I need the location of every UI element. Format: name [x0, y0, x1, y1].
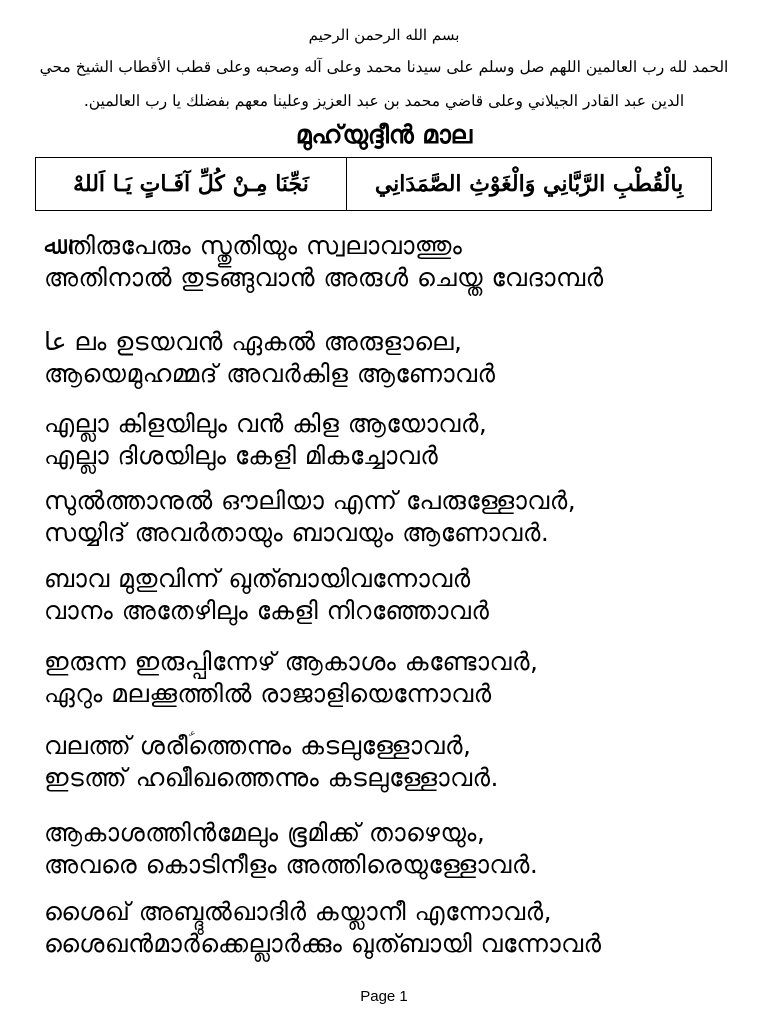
stanza: [44, 817, 744, 881]
stanza: [44, 646, 744, 710]
verse-line: ﷲ തിരുപേരും സ്തുതിയും സ്വലാവാത്തും: [44, 231, 463, 260]
verse-line: ഇടത്ത് ഹഖീഖത്തെന്നും കടലുള്ളോവർ.: [44, 763, 499, 792]
arabic-praise-line-1: الحمد لله رب العالمين اللهم صل وسلم على سيدنا محمد وعلى آله وصحبه وعلى قطب الأقطاب الشيخ محي: [39, 58, 729, 76]
verse-line: ഇരുന്ന ഇരുപ്പിന്നേഴ് ആകാശം കണ്ടോവർ,: [44, 647, 539, 676]
refrain-right-cell: بِالْقُطْبِ الرَّبَّانِي وَالْغَوْثِ الصَّمَدَانِي: [346, 158, 711, 210]
verse-line: عا ലം ഉടയവൻ ഏകൽ അരുളാലെ,: [44, 327, 463, 356]
verse-line: ശൈഖൻമാർക്കെല്ലാർക്കും ഖുത്ബായി വന്നോവർ: [44, 929, 602, 958]
verse-line: ശൈഖ് അബ്ദുൽഖാദിർ കയ്ലാനീ എന്നോവർ,: [44, 897, 553, 926]
verse-line: അവരെ കൊടിനീളം അത്തിരെയുള്ളോവർ.: [44, 850, 539, 879]
verse-line: എല്ലാ കിളയിലും വൻ കിള ആയോവർ,: [44, 409, 488, 438]
stanza: [44, 730, 744, 794]
verse-line: എല്ലാ ദിശയിലും കേളി മികച്ചോവർ: [44, 441, 439, 470]
verse-line: അതിനാൽ തുടങ്ങുവാൻ അരുൾ ചെയ്ത വേദാമ്പർ: [44, 263, 604, 292]
stanza: [44, 485, 744, 549]
verse-line: ഏറും മലക്കൂത്തിൽ രാജാളിയെന്നോവർ: [44, 679, 492, 708]
verse-line: സയ്യിദ് അവർതായും ബാവയും ആണോവർ.: [44, 518, 550, 547]
basmala-heading: بسم الله الرحمن الرحيم: [308, 26, 460, 44]
stanza: [44, 326, 744, 390]
verse-line: സുൽത്താനുൽ ഔലിയാ എന്ന് പേരുള്ളോവർ,: [44, 486, 577, 515]
stanza: [44, 230, 744, 294]
verse-line: ആയെമുഹമ്മദ് അവർകിള ആണോവർ: [44, 359, 496, 388]
verse-line: വലത്ത് ശരീؑത്തെന്നും കടലുള്ളോവർ,: [44, 731, 472, 760]
verse-line: ആകാശത്തിൻമേലും ഭൂമിക്ക് താഴെയും,: [44, 818, 486, 847]
page-title: മുഹ്‌യുദ്ദീൻ മാല: [295, 120, 473, 149]
verse-line: ബാവ മുതുവിന്ന് ഖുത്ബായിവന്നോവർ: [44, 564, 471, 593]
verse-line: വാനം അതേഴിലും കേളി നിറഞ്ഞോവർ: [44, 596, 490, 625]
stanza: [44, 563, 744, 627]
arabic-praise-line-2: الدين عبد القادر الجيلاني وعلى قاضي محمد بن عبد العزيز وعلينا معهم بفضلك يا رب العالمين.: [83, 92, 685, 110]
stanza: [44, 408, 744, 472]
page-number: Page 1: [360, 988, 408, 1005]
refrain-box: [35, 157, 712, 211]
stanza: [44, 896, 744, 960]
refrain-left-cell: نَجِّنَا مِـنْ كُلِّ آفَـاتٍ يَـا اَللهْ: [73, 171, 309, 197]
